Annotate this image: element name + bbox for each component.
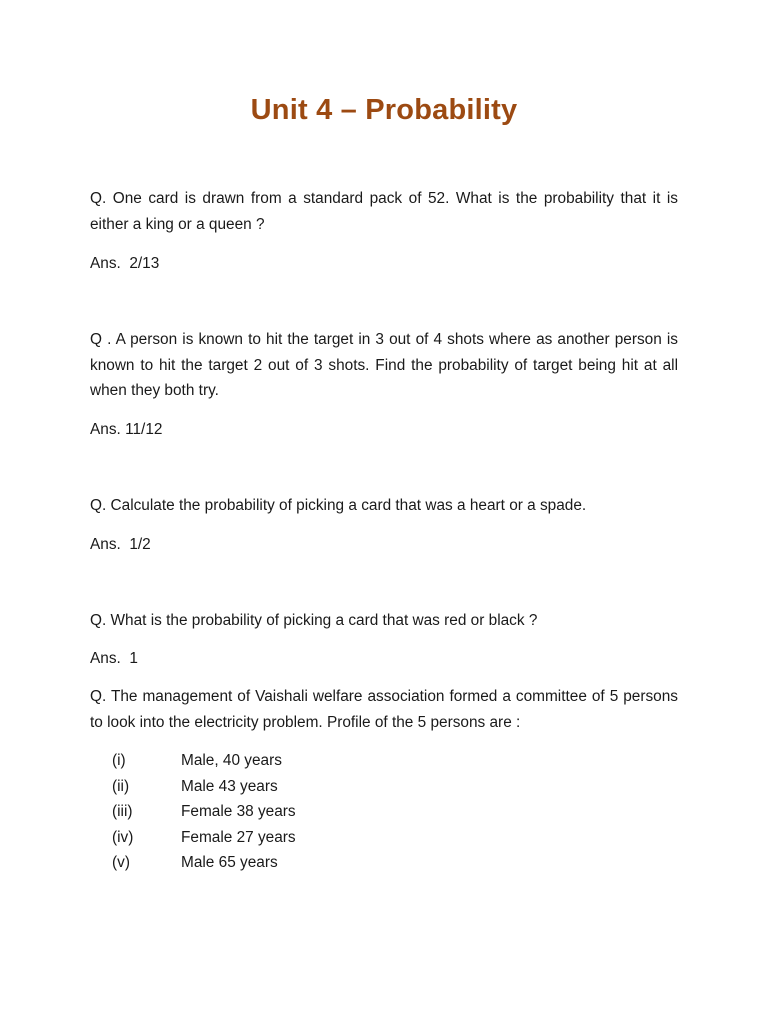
- list-item: [112, 825, 296, 851]
- list-item-description: Female 27 years: [181, 828, 296, 846]
- committee-profile-list: [112, 748, 296, 876]
- answer-1: Ans. 2/13: [90, 255, 160, 272]
- question-3: Q. Calculate the probability of picking a card that was a heart or a spade.: [90, 497, 587, 514]
- list-item-description: Male 65 years: [181, 854, 278, 871]
- list-item-number: (ii): [112, 777, 130, 795]
- list-item-number: (iii): [112, 803, 133, 820]
- answer-3: Ans. 1/2: [90, 536, 151, 553]
- list-item-number: (i): [112, 752, 126, 769]
- list-item: [112, 799, 296, 825]
- question-4: Q. What is the probability of picking a card that was red or black ?: [90, 612, 538, 629]
- list-item: [112, 850, 296, 876]
- question-2: Q . A person is known to hit the target in 3 out of 4 shots where as another person is known to hit the target 2 out of 3 shots. Find the probability of target being hit at all when they both try.: [90, 331, 678, 399]
- list-item-description: Female 38 years: [181, 803, 296, 820]
- question-5: Q. The management of Vaishali welfare association formed a committee of 5 persons to look into the electricity problem. Profile of the 5 persons are :: [90, 688, 678, 731]
- list-item-number: (v): [112, 854, 130, 871]
- page-title: Unit 4 – Probability: [250, 94, 518, 126]
- question-1: Q. One card is drawn from a standard pack of 52. What is the probability that it is either a king or a queen ?: [90, 190, 678, 233]
- list-item-number: (iv): [112, 828, 134, 846]
- answer-2: Ans. 11/12: [90, 421, 163, 438]
- list-item-description: Male 43 years: [181, 777, 278, 795]
- list-item: [112, 748, 296, 774]
- list-item: [112, 774, 296, 800]
- list-item-description: Male, 40 years: [181, 752, 282, 769]
- answer-4: Ans. 1: [90, 650, 138, 667]
